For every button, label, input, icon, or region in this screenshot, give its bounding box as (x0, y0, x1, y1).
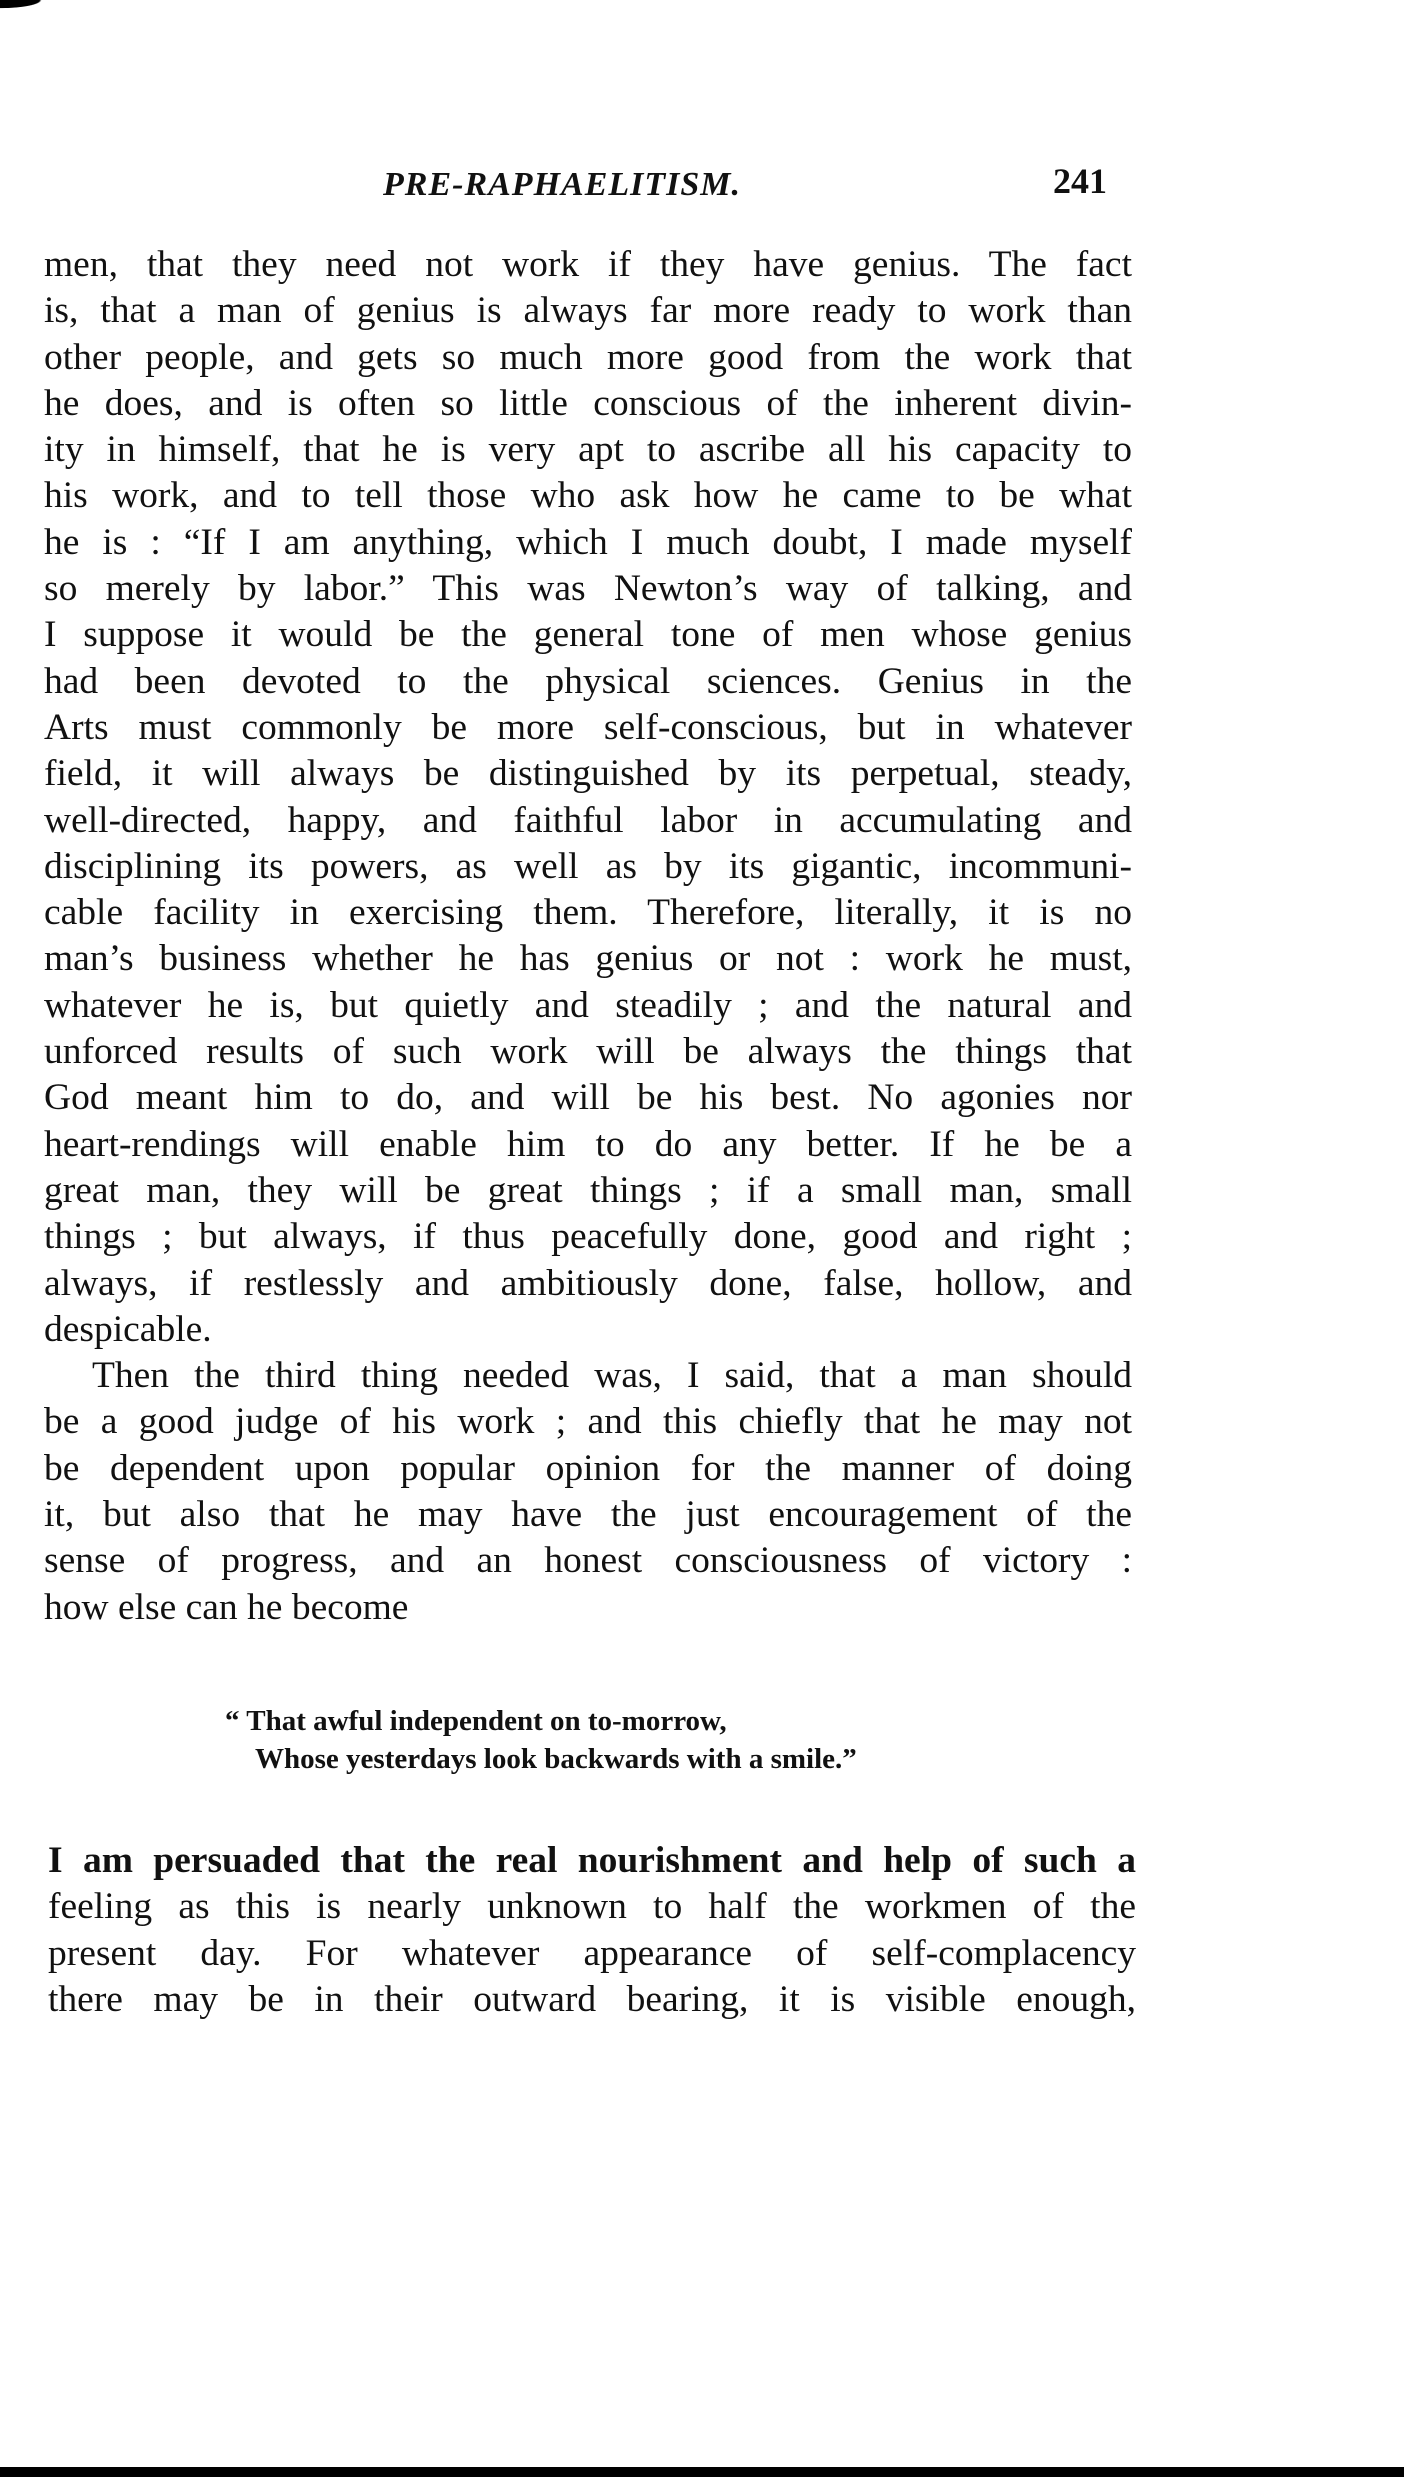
text-line: cable facility in exercising them. Therefore, literally, it is no (44, 892, 1132, 934)
text-line: had been devoted to the physical sciences. Genius in the (44, 660, 1132, 702)
text-line: man’s business whether he has genius or not : work he must, (44, 938, 1132, 980)
text-line: he is : “If I am anything, which I much doubt, I made myself (44, 521, 1132, 563)
text-line: things ; but always, if thus peacefully done, good and right ; (44, 1216, 1132, 1258)
text-line: unforced results of such work will be always the things that (44, 1031, 1132, 1073)
text-line: be a good judge of his work ; and this chiefly that he may not (44, 1401, 1132, 1443)
text-line: he does, and is often so little conscious of the inherent divin- (44, 382, 1132, 424)
text-line: great man, they will be great things ; if a small man, small (44, 1169, 1132, 1211)
text-line: Arts must commonly be more self-conscious, but in whatever (44, 706, 1132, 748)
text-line: I suppose it would be the general tone of men whose genius (44, 614, 1132, 656)
running-title: PRE-RAPHAELITISM. (383, 166, 742, 203)
text-line: I am persuaded that the real nourishment and help of such a (48, 1840, 1136, 1881)
text-line: is, that a man of genius is always far more ready to work than (44, 290, 1132, 332)
text-line: it, but also that he may have the just encouragement of the (44, 1494, 1132, 1536)
text-line: sense of progress, and an honest consciousness of victory : (44, 1540, 1132, 1582)
text-line: disciplining its powers, as well as by its gigantic, incommuni- (44, 845, 1132, 887)
scan-corner-shadow (0, 0, 70, 14)
quote-line: Whose yesterdays look backwards with a smile.” (255, 1743, 857, 1775)
text-line: field, it will always be distinguished by its perpetual, steady, (44, 753, 1132, 795)
text-line: men, that they need not work if they have genius. The fact (44, 244, 1132, 285)
text-line: well-directed, happy, and faithful labor in accumulating and (44, 799, 1132, 841)
text-line: other people, and gets so much more good from the work that (44, 336, 1132, 378)
running-head (0, 160, 1404, 210)
text-line: heart-rendings will enable him to do any better. If he be a (44, 1123, 1132, 1165)
text-line: despicable. (44, 1308, 212, 1350)
text-line: whatever he is, but quietly and steadily ; and the natural and (44, 984, 1132, 1026)
page-number: 241 (1053, 161, 1107, 201)
text-line: feeling as this is nearly unknown to half the workmen of the (48, 1886, 1136, 1928)
closing-paragraph (48, 1838, 1136, 2023)
text-line: Then the third thing needed was, I said, that a man should (92, 1355, 1132, 1397)
block-quotation (225, 1702, 857, 1778)
body-text (44, 242, 1132, 1631)
text-line: ity in himself, that he is very apt to ascribe all his capacity to (44, 429, 1132, 471)
text-line: his work, and to tell those who ask how he came to be what (44, 475, 1132, 517)
text-line: always, if restlessly and ambitiously done, false, hollow, and (44, 1262, 1132, 1304)
quote-line: “ That awful independent on to-morrow, (225, 1705, 727, 1737)
text-line: be dependent upon popular opinion for the manner of doing (44, 1447, 1132, 1489)
text-line: God meant him to do, and will be his best. No agonies nor (44, 1077, 1132, 1119)
text-line: there may be in their outward bearing, it is visible enough, (48, 1978, 1136, 2020)
text-line: so merely by labor.” This was Newton’s way of talking, and (44, 568, 1132, 610)
text-line: how else can he become (44, 1586, 409, 1628)
text-line: present day. For whatever appearance of self-complacency (48, 1932, 1136, 1974)
scan-bottom-edge (0, 2467, 1404, 2477)
